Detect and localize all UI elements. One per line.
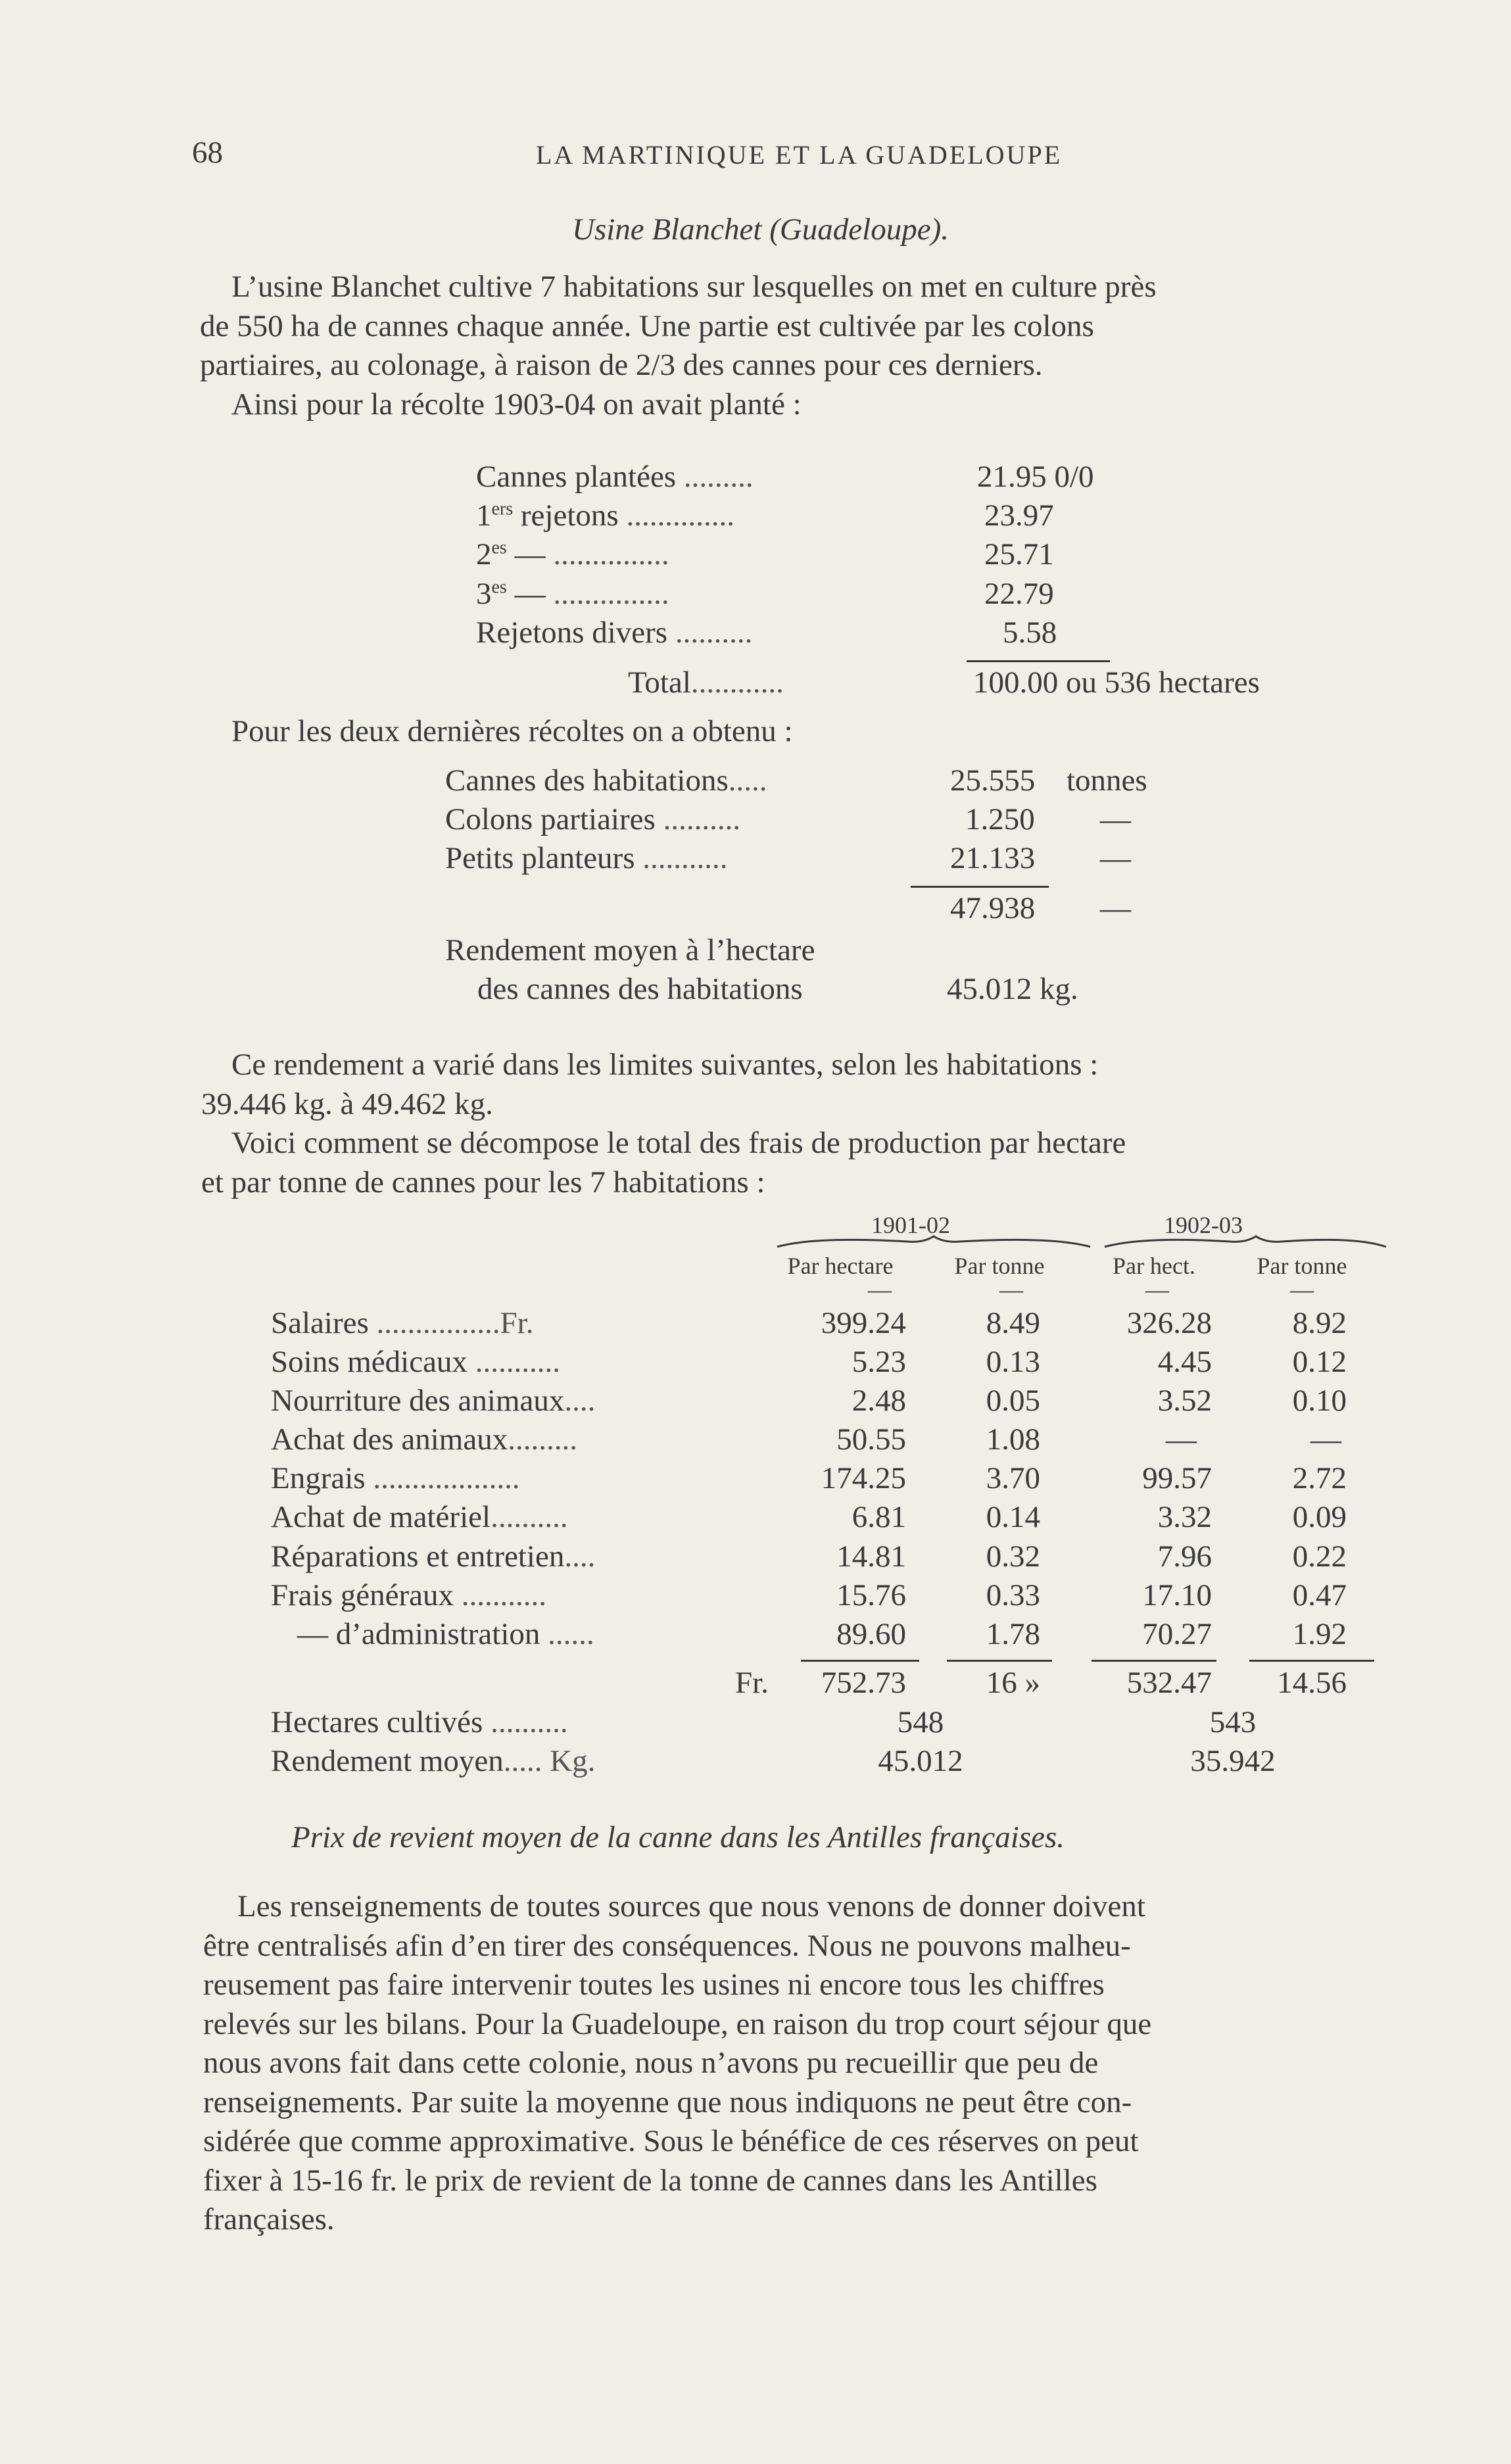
cost-row-label: Achat de matériel..........: [271, 1500, 568, 1534]
sum-rule: [967, 660, 1110, 662]
planting-label: $2^{es}$ — ...............: [476, 537, 669, 571]
year-header-1901-02: 1901-02: [871, 1212, 950, 1238]
page-number: 68: [192, 135, 223, 170]
text-line: partiaires, au colonage, à raison de 2/3 des cannes pour ces derniers.: [200, 348, 1043, 382]
cost-value: 0.22: [1292, 1539, 1347, 1574]
yield-label-1: Rendement moyen à l’hectare: [445, 933, 815, 967]
cost-value: 50.55: [836, 1422, 906, 1457]
text-line: Voici comment se décompose le total des frais de production par hectare: [231, 1126, 1126, 1160]
total-value: 14.56: [1277, 1666, 1347, 1700]
cost-value: 17.10: [1142, 1578, 1212, 1612]
year-header-1902-03: 1902-03: [1164, 1212, 1243, 1238]
text-line: renseignements. Par suite la moyenne que nous indiquons ne peut être con-: [203, 2085, 1132, 2119]
cost-value: 1.92: [1292, 1617, 1347, 1651]
planting-total-label: Total............: [628, 665, 784, 700]
cost-row-label: Engrais ...................: [271, 1461, 520, 1495]
running-title: LA MARTINIQUE ET LA GUADELOUPE: [536, 140, 1063, 170]
planting-value: 25.71: [984, 537, 1054, 571]
cost-value: 0.14: [986, 1500, 1040, 1534]
hectares-value: 543: [1209, 1705, 1257, 1739]
cost-value: 0.12: [1292, 1345, 1347, 1379]
cost-value: 0.33: [986, 1578, 1040, 1612]
cost-value: 1.08: [986, 1422, 1040, 1457]
sum-rule: [1249, 1660, 1374, 1662]
sum-rule: [947, 1660, 1052, 1662]
text-line: fixer à 15-16 fr. le prix de revient de la tonne de cannes dans les Antilles: [203, 2163, 1097, 2198]
text-line: de 550 ha de cannes chaque année. Une partie est cultivée par les colons: [200, 308, 1094, 343]
cost-value: 1.78: [986, 1617, 1040, 1651]
cost-row-label: Frais généraux ...........: [271, 1578, 546, 1612]
text-line: françaises.: [203, 2202, 335, 2236]
cost-value: 3.70: [986, 1461, 1040, 1495]
cost-value: 0.09: [1292, 1500, 1347, 1534]
cost-value: 4.45: [1157, 1345, 1212, 1379]
harvest-value: 25.555: [950, 763, 1036, 798]
cost-value: 7.96: [1157, 1539, 1212, 1574]
total-prefix: Fr.: [735, 1666, 769, 1700]
subheader-par-hect: Par hect.: [1113, 1253, 1195, 1279]
year-braces: [776, 1235, 1387, 1251]
cost-value: 3.52: [1157, 1384, 1212, 1418]
harvest-unit: tonnes: [1067, 763, 1147, 798]
cost-row-label: Soins médicaux ...........: [271, 1345, 560, 1379]
conclusion-paragraph: [203, 1887, 1423, 2240]
cost-value: 2.72: [1292, 1461, 1347, 1495]
cost-value: 174.25: [821, 1461, 906, 1495]
harvest-value: 1.250: [965, 802, 1035, 836]
cost-value: 0.05: [986, 1384, 1040, 1418]
yield-value: 45.012 kg.: [947, 972, 1078, 1006]
harvest-label: Petits planteurs ...........: [445, 841, 728, 875]
intro-paragraph: [201, 268, 1157, 424]
cost-value: 89.60: [836, 1617, 906, 1651]
text-line: nous avons fait dans cette colonie, nous n’avons pu recueillir que peu de: [203, 2046, 1099, 2080]
planting-label: Rejetons divers ..........: [476, 616, 753, 650]
text-line: Ainsi pour la récolte 1903-04 on avait planté :: [231, 387, 802, 422]
text-line: L’usine Blanchet cultive 7 habitations sur lesquelles on met en culture près: [231, 270, 1157, 304]
harvest-unit: —: [1100, 841, 1131, 875]
section-title-usine-blanchet: Usine Blanchet (Guadeloupe).: [572, 212, 949, 247]
cost-value: 70.27: [1142, 1617, 1212, 1651]
cost-value: 99.57: [1142, 1461, 1212, 1495]
harvest-label: Colons partiaires ..........: [445, 802, 741, 836]
rendement-value: 35.942: [1190, 1744, 1276, 1778]
cost-value: 5.23: [851, 1345, 906, 1379]
cost-value: 14.81: [836, 1539, 906, 1574]
subheader-par-tonne: Par tonne: [954, 1253, 1045, 1279]
text-line: 39.446 kg. à 49.462 kg.: [201, 1086, 493, 1121]
harvest-intro: Pour les deux dernières récoltes on a obtenu :: [231, 714, 793, 748]
brace-1902-03: [1105, 1236, 1386, 1247]
cost-value: 15.76: [836, 1578, 906, 1612]
cost-value: 6.81: [851, 1500, 906, 1534]
planting-label: 1ers rejetons ..............: [476, 498, 734, 533]
planting-value: 22.79: [984, 577, 1054, 611]
sum-rule: [1091, 1660, 1216, 1662]
planting-value: 23.97: [984, 498, 1054, 533]
harvest-unit: —: [1100, 802, 1131, 836]
harvest-value: 21.133: [950, 841, 1036, 875]
total-value: 532.47: [1126, 1666, 1212, 1700]
text-line: être centralisés afin d’en tirer des conséquences. Nous ne pouvons malheu-: [203, 1928, 1131, 1963]
sum-rule: [911, 886, 1049, 888]
hectares-value: 548: [897, 1705, 944, 1739]
cost-value: 0.32: [986, 1539, 1040, 1574]
yield-label-2: des cannes des habitations: [477, 972, 803, 1006]
hectares-label: Hectares cultivés ..........: [271, 1705, 568, 1739]
subheader-par-tonne: Par tonne: [1257, 1253, 1347, 1279]
total-value: 16 »: [986, 1666, 1040, 1700]
cost-value: 326.28: [1126, 1306, 1212, 1340]
column-dash: —: [1145, 1276, 1169, 1303]
section-title-prix-de-revient: Prix de revient moyen de la canne dans les Antilles françaises.: [291, 1820, 1065, 1854]
column-dash: —: [999, 1276, 1023, 1303]
text-line: reusement pas faire intervenir toutes les usines ni encore tous les chiffres: [203, 1968, 1105, 2002]
column-dash: —: [1290, 1276, 1314, 1303]
cost-value: 0.10: [1292, 1384, 1347, 1418]
text-line: relevés sur les bilans. Pour la Guadeloupe, en raison du trop court séjour que: [203, 2006, 1152, 2041]
planting-value: 21.95 0/0: [977, 460, 1094, 494]
rendement-value: 45.012: [878, 1744, 963, 1778]
planting-label: $3^{es}$ — ...............: [476, 577, 669, 611]
variation-paragraph: [201, 1046, 1126, 1202]
harvest-total-unit: —: [1100, 891, 1131, 925]
cost-value: —: [1166, 1422, 1197, 1457]
column-dash: —: [868, 1276, 892, 1303]
cost-value: 2.48: [851, 1384, 906, 1418]
cost-row-label: Réparations et entretien....: [271, 1539, 596, 1574]
cost-value: —: [1310, 1422, 1341, 1457]
text-line: Les renseignements de toutes sources que nous venons de donner doivent: [237, 1889, 1145, 1923]
sum-rule: [801, 1660, 919, 1662]
rendement-label: Rendement moyen..... Kg.: [271, 1744, 596, 1778]
cost-row-label: — d’administration ......: [297, 1617, 594, 1651]
cost-value: 8.49: [986, 1306, 1040, 1340]
cost-value: 3.32: [1157, 1500, 1212, 1534]
cost-value: 8.92: [1292, 1306, 1347, 1340]
cost-value: 0.13: [986, 1345, 1040, 1379]
cost-row-label: Salaires ................Fr.: [271, 1306, 534, 1340]
text-line: et par tonne de cannes pour les 7 habitations :: [201, 1165, 765, 1199]
planting-value: 5.58: [1003, 616, 1057, 650]
text-line: Ce rendement a varié dans les limites suivantes, selon les habitations :: [231, 1048, 1099, 1082]
planting-label: Cannes plantées .........: [476, 460, 754, 494]
cost-row-label: Nourriture des animaux....: [271, 1384, 596, 1418]
planting-total-value: 100.00 ou 536 hectares: [973, 665, 1260, 700]
cost-value: 399.24: [821, 1306, 906, 1340]
harvest-label: Cannes des habitations.....: [445, 763, 767, 798]
text-line: sidérée que comme approximative. Sous le bénéfice de ces réserves on peut: [203, 2124, 1139, 2158]
cost-value: 0.47: [1292, 1578, 1347, 1612]
subheader-par-hectare: Par hectare: [787, 1253, 894, 1279]
cost-row-label: Achat des animaux.........: [271, 1422, 577, 1457]
total-value: 752.73: [821, 1666, 906, 1700]
brace-1901-02: [777, 1236, 1090, 1247]
harvest-total-value: 47.938: [950, 891, 1036, 925]
